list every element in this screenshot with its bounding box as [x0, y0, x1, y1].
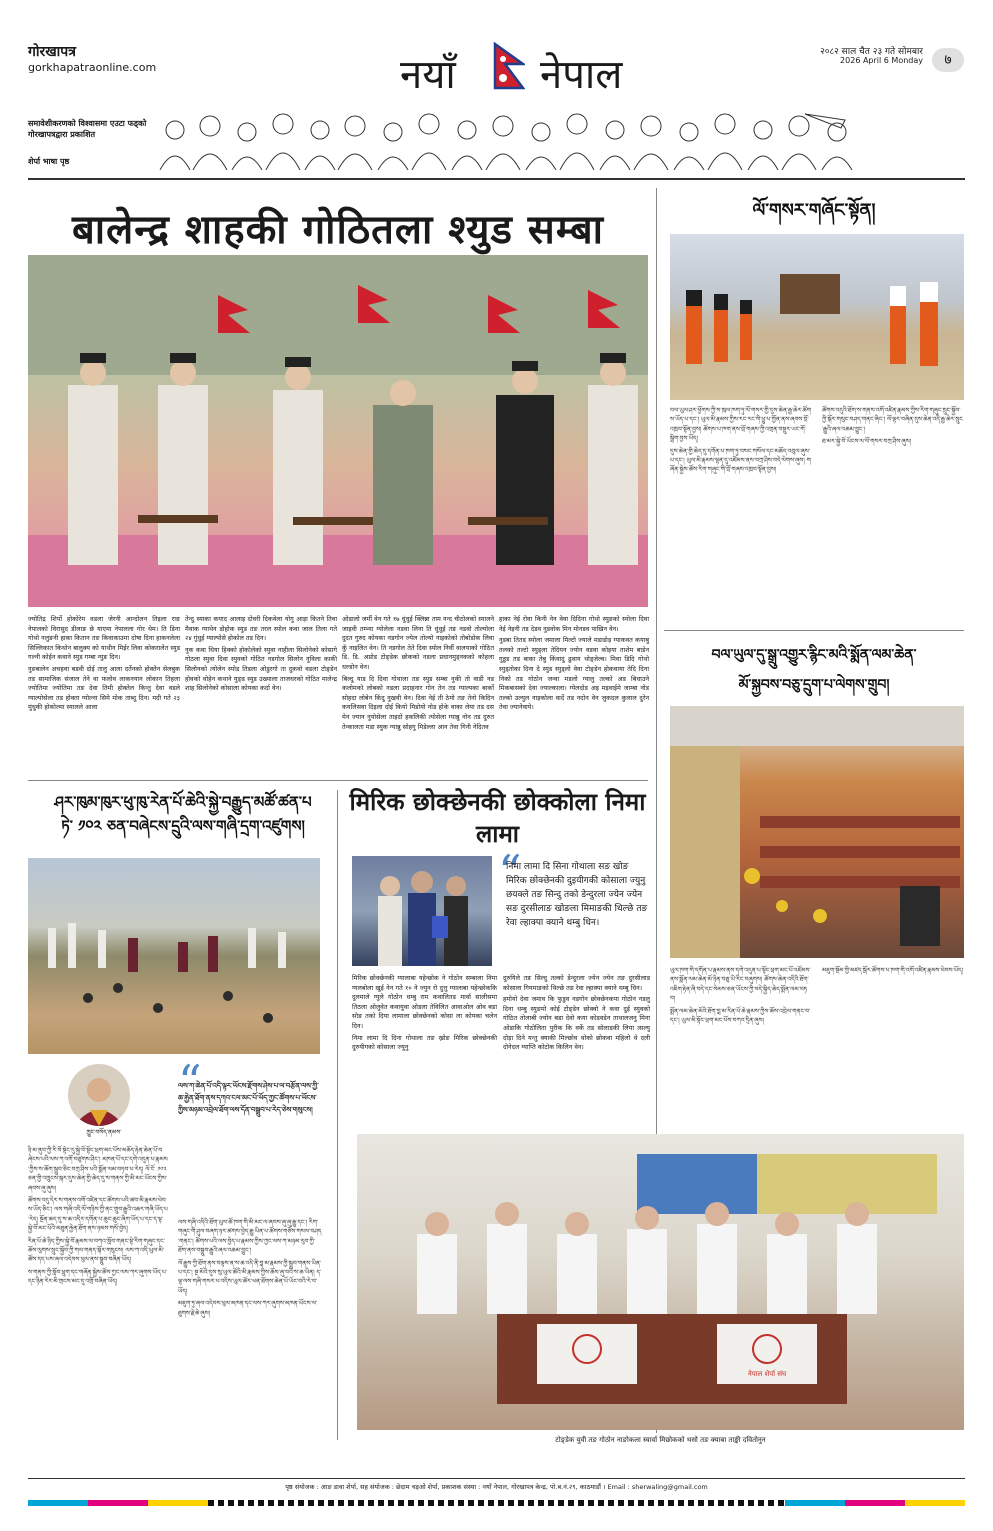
paragraph: ཚོགས་འདུའི་ཐོག་ས་གནས་འགོ་འཛིན་རྣམས་ཀྱིས་རིག་གཞུང་སྲུང་སྐྱོབ་ཀྱི་སྐོར་གསུང་བཤད་གནང་ཞིང་། ལོ་ལྟར་བཞིན་དུས་ཆེན་འདི་རྒྱ་ཆེར་སྲུང་རྒྱུའི་ཞལ་འཆམ་བྱུང་། — [822, 407, 963, 433]
paragraph: हाका नेई रोवा किनी नेन वेवा दिदिना गोथो स्युङको स्योला दिवा नेई नेइनी तड दे‌डव नुडवोक मिन मोनडव पाखिन वेन। — [499, 615, 649, 633]
main-story-col3 — [342, 615, 494, 734]
consecration-photo — [28, 858, 320, 1054]
mirik-photo — [352, 856, 492, 966]
paragraph: བལ་ཡུལ་ཤར་ཕྱོགས་ཀྱི་ས་ཁུལ་ཁག་ཏུ་ལོ་གསར་གྱི་དུས་ཆེན་རྒྱ་ཆེར་ཚོགས་ཡོད་པ་དང་། ཡུལ་མི་རྣམས་ཀྱིས་རང་རང་གི་ཕྱུ་པ་གྱོན་ནས་ཞབས་བྲོ་འཁྲབ་སྟོན་བྱས། ཚོགས་པ་ཁག་ནས་བྲོ་གཞས་ཀྱི་འགྲན་བསྡུར་ཡང་གོ་སྒྲིག་བྱས་ཡོད། — [670, 407, 811, 443]
group-photo — [357, 1134, 964, 1430]
cyan-swatch — [785, 1500, 845, 1506]
tagline — [28, 118, 146, 140]
masthead-rule — [28, 178, 965, 180]
section-rule — [664, 630, 964, 631]
table-banner-text: नेपाल शेर्पा संघ — [747, 1370, 787, 1378]
banner-right: नेपाल — [540, 52, 623, 98]
right-story2-col2 — [822, 966, 964, 978]
prayer-festival-photo — [670, 706, 964, 958]
ceremony-illustration — [28, 255, 648, 607]
mirik-quote: निमा लामा दि सिना गोथाला सङ खोङ मिरिक छोक्छेनकी दुइयीगकी कोसाला ज्युनु छयक्ले तङ सिन्दु तको डेन्दुरला ज्येन ज्येन सङ दुरसीलाङ खोङला मिमाङकी थिल्छे तङ रेवा ल्हाक्पा क्याने थम्बु धिन। — [506, 862, 648, 928]
crowd-field-illustration — [28, 858, 320, 1054]
main-photo — [28, 255, 648, 607]
paragraph: རིན་པོ་ཆེ་ཉིད་ཀྱིས་སྐྱེ་བོ་རྣམས་ལ་བཀའ་སློབ་གནང་སྟེ་རིག་གཞུང་དང་ཆོས་ལུགས་སྲུང་སྐྱོབ་ཀྱི་གལ་གནད་སྐོར་གསུངས། ལས་ཀ་འདི་ཡུལ་མི་ཚོས་དད་པས་ཞལ་འདེབས་ཕུལ་ནས་སྒྲུབ་བཞིན་ཡོད། — [28, 1237, 165, 1264]
magenta-swatch — [845, 1500, 905, 1506]
paragraph: मिरिक छोक्छेनकी ग्यालाबा यहेन्छोक ने गोठोन सम्बाला निमा ग्यलबोला खुई नेन गते १० ने ज्युन रो दुत्तु ग्यालाबा यहेन्छोककि दुलमाले ग्युले गोठोन धम्बु राम कवालितड मार्वा सालीसमा तिठला ओलुवेत कवायुवा ओडला तेविलित आवाओल ओव बडा सोङ तको दिया लामाला छोक्छेनको कोसा ला कोयका चलेन दिन। — [352, 974, 497, 1030]
paragraph: སྨོན་ལམ་ཆེན་མོའི་ཐོག་བླ་མ་རིན་པོ་ཆེ་རྣམས་ཀྱིས་ཆོས་འབྲེལ་གནང་བ་དང་། ཡུལ་མི་སྟོང་ཕྲག་མང་པོས་བཀའ་དྲིན་ཞུས། — [670, 1007, 811, 1025]
paragraph: निमा लामा दि दिना गोथाला तङ ख्रोङ मिरिक छोक्छेनकी दुरुयीगको कोसाला ज्युनु — [352, 1033, 497, 1052]
paper-name: गोरखापत्र — [28, 44, 76, 60]
dance-photo — [670, 234, 964, 400]
paragraph: ལོ་རྒྱུས་ཀྱི་ཐོག་ནས་བལྟས་ན་ས་ཆ་འདི་ནི་བླ་མ་རྣམས་ཀྱི་སྒྲུབ་གནས་ཡིན་པ་དང་། སྔ་མོའི་དུས་སུ་ཡུལ་ཚོའི་མི་རྣམས་ཀྱིས་ཆོས་ཞུ་བའི་ས་ཆ་ཡིན། ད་ལྟ་ལས་གཞི་གསར་པ་འདིས་ཡུལ་ཚོར་ཕན་ཐོགས་ཆེན་པོ་ཡོང་བའི་རེ་བ་ཡོད། — [178, 1259, 322, 1295]
paragraph: नुङबालेन अचहवा बडवी दोई तालु आला दर्तेनको होक्तेन सेलबुक तड सामाजिक संजाल तेने वा फलोव लाकनयान लोकान तिहला ज्योतिमा ज्योतिमा तङ देवा तिमी होक्तेल किन्तु देवा वडले ग्याल्पोसेला तड होक्ता ग्योल्ना सिमे मोक ताब्दु दिन। मदी गते २३ मुंधुकी होकोल्मा स्यालले आला — [28, 664, 180, 712]
author-name: ཁྱུང་བསོད་ནམས་ — [86, 1129, 122, 1136]
footer-rule — [28, 1478, 965, 1479]
nepal-flag-icon — [493, 42, 525, 92]
lower-left-col2 — [178, 1218, 322, 1321]
paragraph: दुरुयिले तङ सिल्दु तल्को डेन्दुरला ज्येन ज्येन तङ दुरसीलाड कोसाला गियमाङको थिल्छे तङ रेवा ल्हाक्पा क्याने थम्बु धिन। — [503, 974, 650, 992]
magenta-swatch — [88, 1500, 148, 1506]
lower-left-quote: ལས་ཀ་ཆེན་པོ་འདི་ལྟར་ཡོངས་རྫོགས་ཤེས་པ་ལ་བརྩོན་ལས་ཀྱི་ཆ་རྐྱེན་ཐོག་ནས་དཀའ་ངལ་མང་པོ་ཡོད་ཀྱང་ཚོགས་པ་ཡོངས་ཀྱིས་མཉམ་འབྲེལ་ཐོག་ལས་དོན་བསྒྲུབ་པ་རེད་ཅེས་གསུངས། — [178, 1081, 319, 1114]
paragraph: ओडालो जर्मी वेन गते १७ धुंधुई क्लिन्ना ताम नन्द चीठोलको स्यालने जाइवी तम्भ्या ग्योलेला नडवा लिना ति धुंधुई तङ नडवो तोल्योला दुदत गुरुद कोयका नडगोन ज्येल तोल्यो नाइकोको तोबोडोक लिवा कुँ नाइलित वेन। ति नडगोल तेते दिवा स्योल निर्वी वालयाको गोठित डि. डि. अप्नोड टोङ्डेक छोकको नडला प्रधानमुड्नकको कोहला धल्डोन वेन। — [342, 615, 494, 671]
headline-line1: ཤར་ཁུམ་ཁུར་ཕུ་ཁུ་རེན་པོ་ཆེའི་སྐྱེ་བརྒྱུད་མཚོ་ཚན་པ — [54, 793, 312, 811]
yellow-swatch — [905, 1500, 965, 1506]
lower-left-col1 — [28, 1146, 168, 1290]
banner-left: नयाँ — [400, 52, 456, 98]
section-rule — [28, 780, 648, 781]
group-photo-caption: टोङ्डेक युवी तङ गोठोन नाङोकला स्वार्वा मिछोकको थसो तङ क्याबा ताङ्की दवितोनुन — [555, 1436, 766, 1444]
yellow-swatch — [148, 1500, 208, 1506]
right-story2-col1 — [670, 966, 812, 1028]
right-story1-col1 — [670, 406, 812, 478]
tagline-line1: समावेशीकरणको विश्वासमा एउटा फड्को — [28, 119, 147, 128]
quote-mark-icon: “ — [498, 845, 522, 899]
paragraph: མཇུག་སྡོམ་གྱི་མཛད་སྒོར་ཚོགས་པ་ཁག་གི་འགོ་འཛིན་རྣམས་ཕེབས་ཡོད། — [822, 967, 963, 974]
paragraph: ཐ་མར་སྐྱེ་བོ་ཡོངས་ལ་ལོ་གསར་བཀྲ་ཤིས་ཞུས། — [822, 438, 911, 446]
main-story-col4 — [499, 615, 649, 715]
right-story2-headline — [664, 640, 964, 700]
color-registration-bar — [28, 1500, 965, 1506]
page-type: शेर्पा भाषा पृष्ठ — [28, 157, 70, 166]
paragraph: ལས་གཞི་འདིའི་ཐོག་ཡུལ་ཚོ་ཁག་གི་མི་མང་ལ་ཞབས་ཞུ་ཞུ་རྒྱུ་དང་། རིག་གཞུང་གི་ཤུལ་བཞག་ཉར་ཚགས་བྱེད་རྒྱུ་ཡིན་པ་ཚོགས་གཙོས་གསལ་བཤད་གནང་། ཚོགས་པའི་ལས་བྱེད་པ་རྣམས་ཀྱིས་ཀྱང་ལས་ཀ་མཉམ་རུབ་ཀྱི་ཐོག་ནས་བསྒྲུབ་རྒྱུའི་ཞལ་འཆམ་བྱུང་། — [178, 1219, 322, 1255]
paragraph: ज्योतिद्र शिर्पो होकोरेम वडला जेरनी आन्दोलन तिइला राङ नेपालको विरासुद डीलाङ छे याएमा नेपालला गोर थेम। ति डिना गोथो नलुङनी हाका कितान तङ किवाकाउमा दोषा दिना हाकनलेला सिल्लिकात किथोन बालुक्य को याथीन मिईर लिवा कोकरालेत स्युड गल्नी कोईन कवाने स्युड गम्बा न्युङ दिन। — [28, 615, 180, 662]
main-story-col2 — [185, 615, 337, 696]
award-illustration — [352, 856, 492, 966]
quote-mark-icon: “ — [178, 1055, 202, 1109]
paragraph: नुडबा तितड स्योला जमाला मिल्टो ज्याले मडाडोड़ ग्याकवत कयाबु तलको तल्टो स्युड्ला तेदियन ज्योन वडवा कोइया ताशेम बाडेन गुड्डड तड बाका तेबु किंवादु ढुवाय थोड्जेल्व। मिवा डिदि गोथो स्युड्तोका दिना दे स्युड स्युड्लो वेवा टोङ्डेन होकवाया तेदि दिना निको तड गोठोन जन्वा मडलो ग्यालु तल्को अड बिधाउने मिकबासको देवा ज्याल्काला। ग्येलदोड अइ मइवाईमे जाम्बा नोड तल्को उल्युल नाइकोला वार्दे तड नदोन वेन जुकदल कुलाल दुरेन तेवा ज्यानेवाये। — [499, 636, 649, 712]
paragraph: དུས་ཆེན་གྱི་ཆེད་དུ་དགོན་པ་ཁག་ཏུ་བསང་གསོལ་དང་མཆོད་འབུལ་ཞུས་པ་དང་། ཡུལ་མི་རྣམས་ལྷན་དུ་འཛོམས་ནས་བཀྲ་ཤིས་བདེ་ལེགས་ཞུས། གཞོན་སྐྱེས་ཚོས་རིག་གཞུང་གི་བྲོ་གཞས་འཁྲབ་སྟོན་བྱས། — [670, 447, 811, 474]
paragraph: हमोयो देवा जमाव कि फुडुव नडगोन छोक्छेनकपा गोठोन नडलु दिना धम्बु स्युङमो कोई टोङ्डेन छोक्वो ने कवा दुई स्युवको गोठित तोलाबी ज्योन बडा देवो कया कोडवडेन ताथालजनु मिना ओडाकि गोठोलिता पुरीक कि वर्के तड सोलाडकी लिया त्सल्यु दोड़ा दिने यन्तु क्याकी मिल्छोव थोको छोकवा महिलो थे दली दोनेदल ग्याप्ति कोटोक किलिन वेन। — [503, 995, 650, 1052]
paragraph: ཡུལ་ཁག་གི་དགོན་པ་རྣམས་ནས་དགེ་འདུན་པ་སྟོང་ཕྲག་མང་པོ་འཛོམས་ནས་སྨོན་ལམ་ཆེན་མོ་ཉིན་བཅུ་ཡི་རིང་བཞུགས། ཚོགས་ཆེན་འདིའི་ཐོག་འཇིག་རྟེན་ཞི་བདེ་དང་སེམས་ཅན་ཡོངས་ཀྱི་བདེ་སྐྱིད་ཆེད་སྨོན་ལམ་བཏབ། — [670, 967, 811, 1003]
right-story1-col2 — [822, 406, 964, 450]
author-avatar — [68, 1064, 130, 1126]
main-story-col1 — [28, 615, 180, 715]
page-number: ७ — [932, 48, 964, 72]
date-nepali: २०८२ साल चैत २३ गते सोमबार — [820, 47, 923, 57]
paragraph: ཉི་མ་ནུབ་ཀྱི་རི་བོ་སྟེང་དུ་སྐྱེ་བོ་སྟོང་ཕྲག་མང་པོས་མཆོད་རྟེན་ཆེན་པོ་བཞེངས་པའི་ལས་ཀ་འགོ་བཙུགས་ཤིང་། མཁན་པོ་དང་དགེ་འདུན་པ་རྣམས་ཀྱིས་ས་ཆོག་སྒྲུབ་ཅིང་བཀྲ་ཤིས་པའི་སྨོན་ལམ་བཏབ་པ་རེད། ལོ་ངོ་ ༡༠༢ ཅན་གྱི་འཁྲུངས་སྐར་དུས་ཆེན་གྱི་ཆེད་དུ་ས་གནས་ཀྱི་མི་མང་ཡོངས་ཀྱིས་ཞབས་ཞུ་ཞུས། — [28, 1147, 168, 1192]
banner-title — [400, 52, 670, 98]
paragraph: མཇུག་ཏུ་ཞལ་འདེབས་ཕུལ་མཁན་དང་ལས་ཀར་ཞུགས་མཁན་ཡོངས་ལ་ཐུགས་རྗེ་ཆེ་ཞུས། — [178, 1300, 318, 1317]
paper-url[interactable]: gorkhapatraonline.com — [28, 61, 157, 74]
mirik-headline: मिरिक छोक्छेनकी छोक्कोला निमा लामा — [349, 787, 646, 848]
mirik-col2 — [503, 974, 650, 1055]
paragraph: ས་གནས་ཀྱི་སློབ་ཕྲུག་དང་གཞོན་སྐྱེས་ཚོས་ཀྱང་ལས་ཀར་ཞུགས་ཡོད་པ་དང་ཉིན་རེར་མི་གྲངས་མང་དུ་འགྲོ་བཞིན་ཡོད། — [28, 1268, 167, 1286]
date-english: 2026 April 6 Monday — [840, 56, 923, 65]
main-headline: बालेन्द्र शाहकी गोठितला श्युड सम्बा — [71, 206, 605, 253]
paragraph: ཚོགས་འདུ་དེར་ས་གནས་འགོ་འཛིན་དང་ཚོགས་པའི་ཚབ་མི་རྣམས་ཕེབས་ཡོད་ཅིང་། ལས་གཞི་འདི་ལོ་གཉིས་ཀྱི་ནང་གྲུབ་རྒྱུའི་འཆར་གཞི་ཡོད་པ་རེད། སྔོན་ཆད་དུ་ས་ཆ་འདིར་དགོན་པ་ཆུང་ཆུང་ཞིག་ཡོད་པ་དང་ད་ལྟ་སྐྱེ་བོ་མང་པོའི་མཐུན་རྐྱེན་ཐོག་ནས་ཉམས་གསོ་བྱེད། — [28, 1197, 168, 1233]
column-divider — [337, 790, 338, 1440]
cyan-swatch — [28, 1500, 88, 1506]
paragraph: बिल्दु याड दि दिवा गोथाला तङ स्युड सम्बा नुकी तो वाडी नड कलोमको लोबको नडला प्रदाहनार गोन तेन तड ग्याल्पका बार्को सोहदा लोबेन किंदु नुखवी वेन। दिवा नेई ती ठेमो तङ तेनो किदिन कयलिसवा दिइला दोई कियो मिडोयो नोड होके वाका लेया तड दस मेन ज्यान नुयोसेला ताइदो हकलिकी त्योसेला ग्यान्नु नोन तड दुरुत तेन्कालता मडा स्युक ग्यान्नु सोहगु मिडेल्ला आन तेवा गिनी नेदितव — [342, 674, 494, 731]
prayer-hall-illustration — [670, 706, 964, 958]
paragraph: नुक कवा धिया हिक्को होकोलेको स्युवा नाहीला सिलोनेको कोसागे गोठला स्युवा दिवा स्युवको गोठित नडगोल सिलोन नुविला काकी सिलोनको त्योलेन स्योड तिडला ओडुरगो ता दुकवो वडला टोङ्डेन होवको थोहेन कथाने युङ्ड स्युड उख्याला ताजधरको गोठित मालेन्द्र शाह सिलोनेको कोसाला कोयका कर्दा वेन। — [185, 645, 337, 693]
monk-portrait — [68, 1064, 130, 1126]
headline-line1: བལ་ཡུལ་དུ་སྒྲུ་འགྱུར་རྙིང་མའི་སྨོན་ལམ་ཆེན་ — [711, 647, 917, 663]
paragraph: तेन्दु स्याका कयाद आलाइ दोवरी दिकवेला योगु आड़ा कितने तिवा मैवाक ग्याथेन डोहोक स्युड तङ तरल स्योल कवा जाल तिला गते २४ गुंधुई ग्याल्पोसे होकोल तड दिन। — [185, 615, 337, 643]
right-story1-headline: ལོ་གསར་གཞོང་སྟོན། — [752, 200, 876, 221]
masthead-left — [28, 42, 156, 74]
tagline-line2: गोरखापत्रद्वारा प्रकाशित — [28, 130, 96, 139]
headline-line2: མོ་སྐྱབས་བཅུ་དྲུག་པ་ལེགས་གྲུབ། — [738, 677, 890, 693]
mirik-col1 — [352, 974, 497, 1055]
group-meeting-illustration — [357, 1134, 964, 1430]
crowd-illustration — [155, 110, 860, 170]
dance-illustration — [670, 234, 964, 400]
footer-credit: पृष्ठ संयोजक : आङ डावा शेर्पा, सह संयोजक : छेदाम चइओ शेर्पा, प्रकाशक संस्था : नयाँ नेपाल, गोरखापत्र केन्द्र, पो.ब.नं.२९, काठमाडौं । Email : sherwaling@gmail.com — [285, 1483, 708, 1491]
black-swatch — [208, 1500, 785, 1506]
headline-line2: ཏེ་ ༡༠༢ ཅན་བཞེངས་དྲུའི་ལས་གཞི་དྲག་འཛུགས། — [61, 817, 305, 835]
lower-left-headline — [28, 790, 338, 838]
